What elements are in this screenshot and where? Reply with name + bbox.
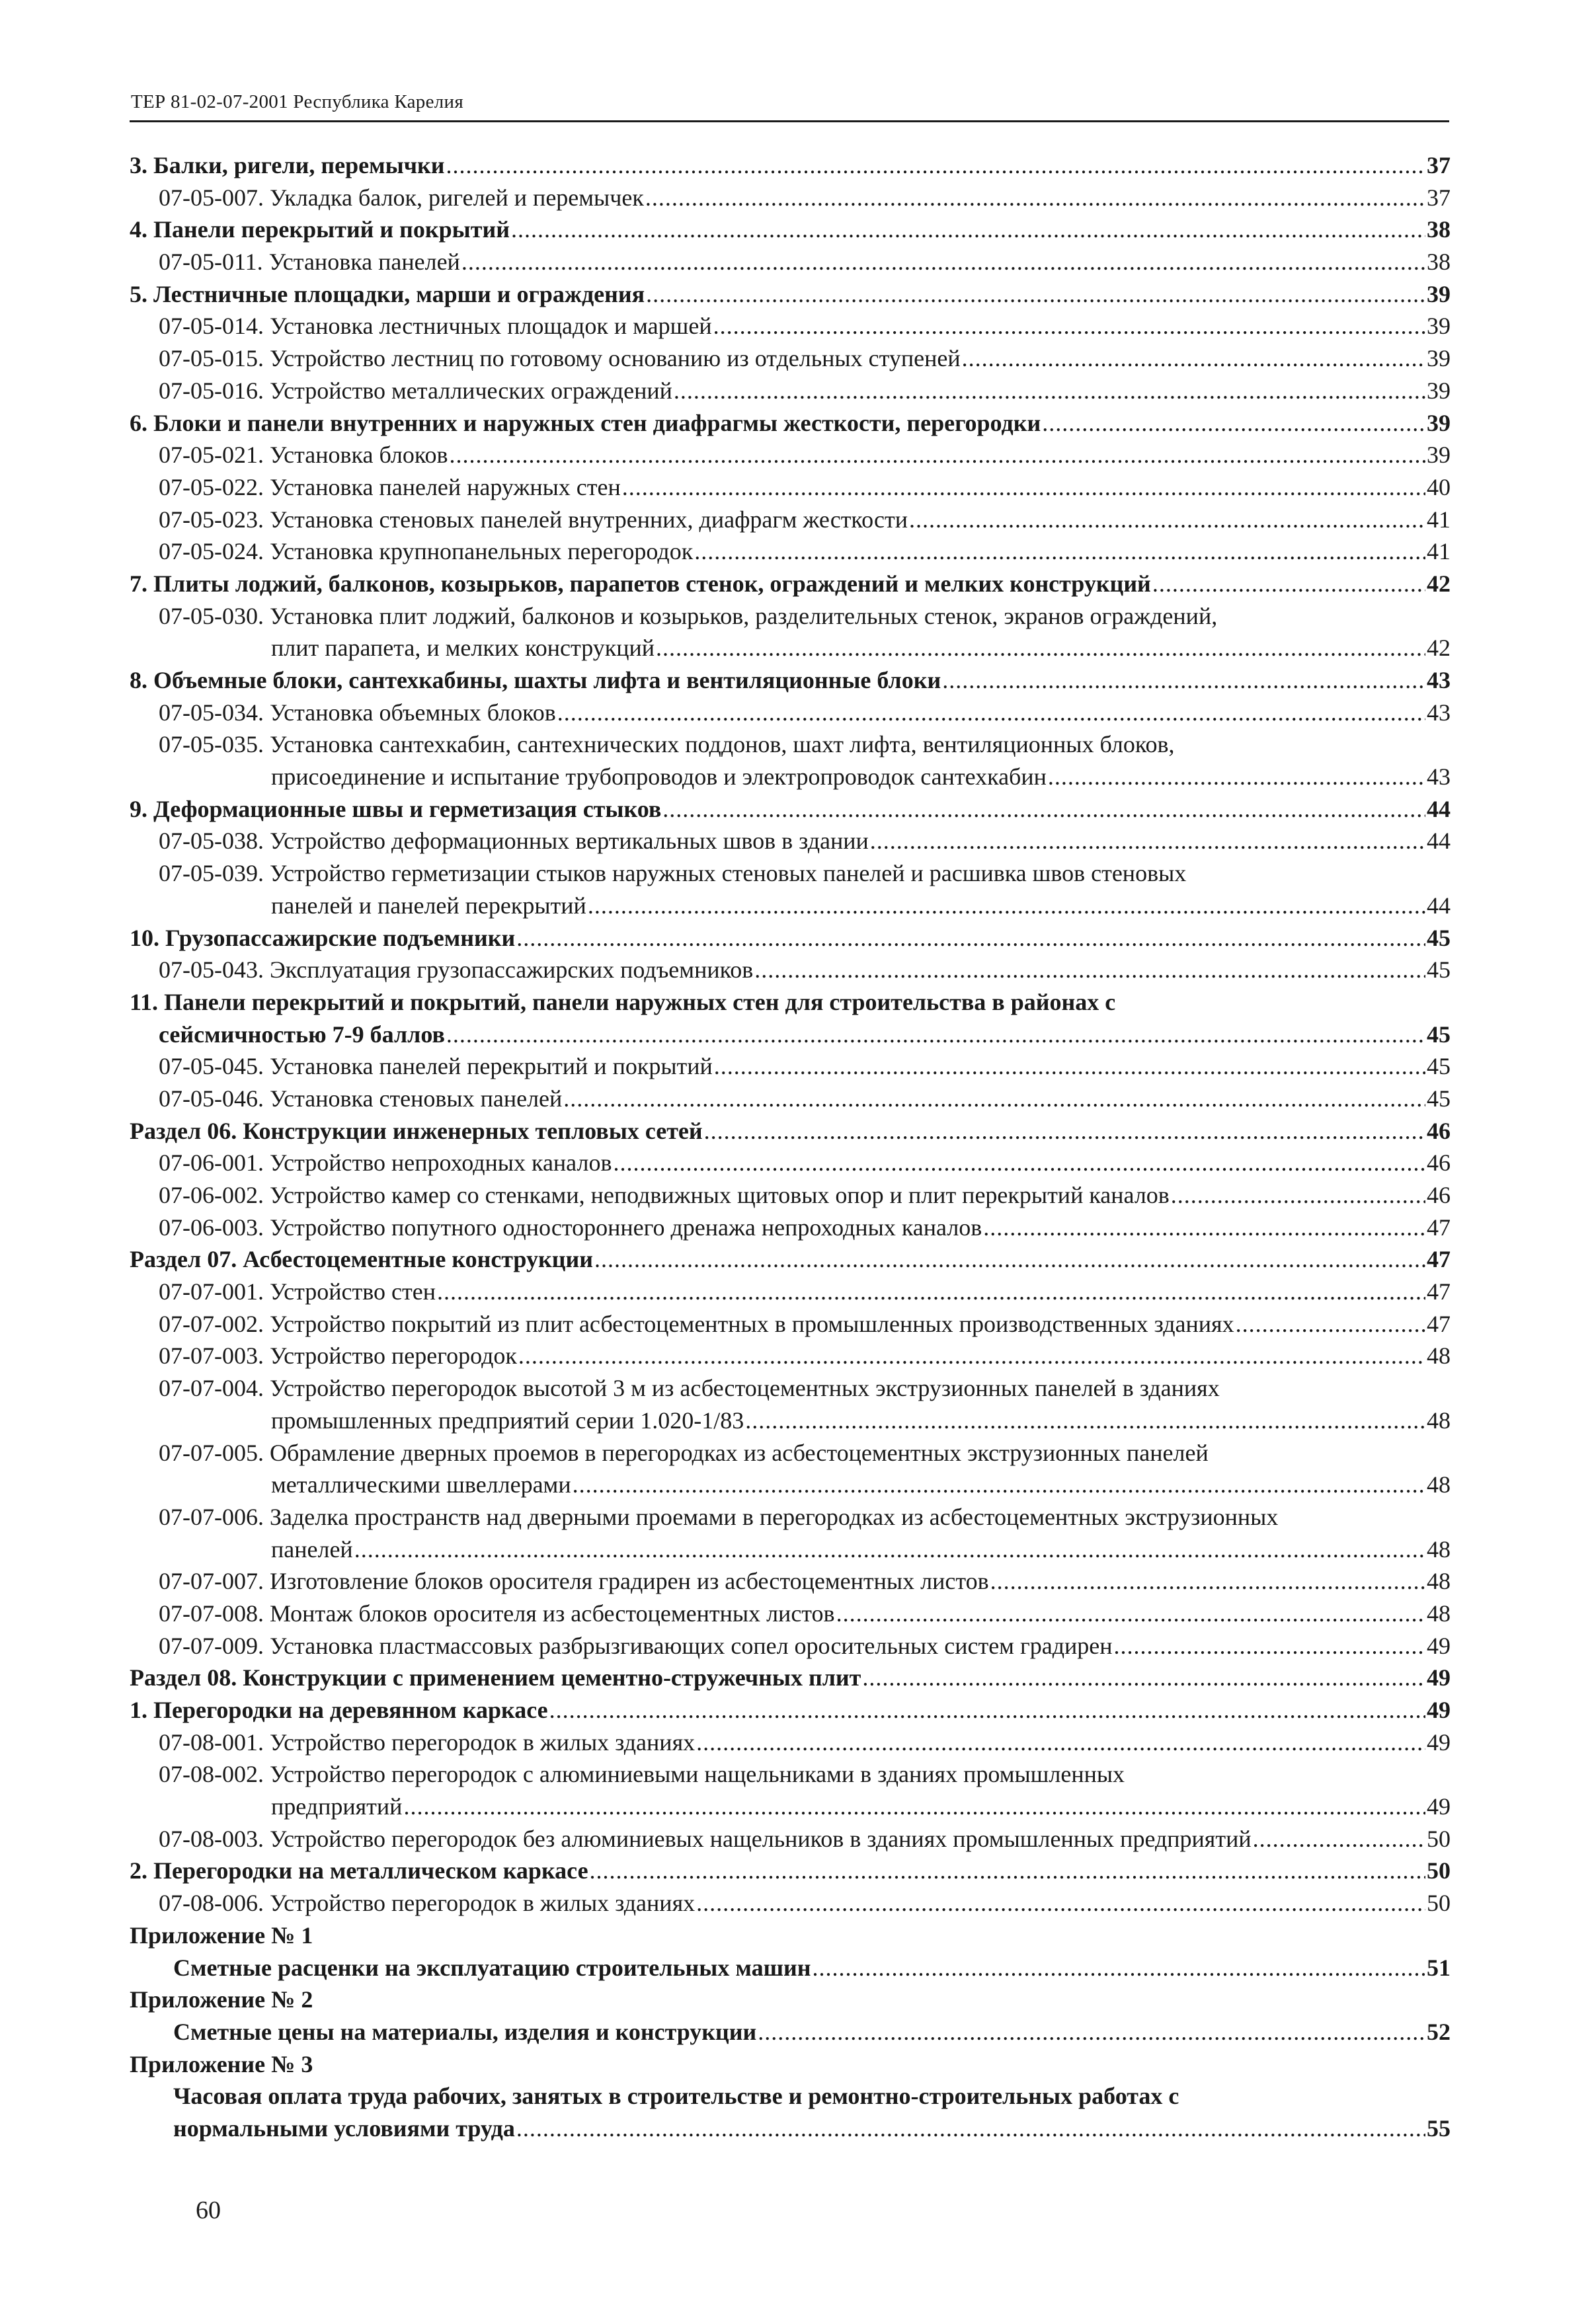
toc-entry-page: 47 — [1427, 1214, 1451, 1241]
toc-dot-leader — [813, 1952, 1426, 1984]
toc-entry — [130, 1019, 1451, 1051]
toc-entry-title: 7. Плиты лоджий, балконов, козырьков, парапетов стенок, ограждений и мелких конструкций — [130, 570, 1151, 597]
toc-dot-leader — [836, 1598, 1425, 1630]
toc-entry — [130, 954, 1451, 986]
toc-entry — [130, 1758, 1451, 1791]
toc-entry-title: 07-08-003. Устройство перегородок без алюминиевых нащельников в зданиях промышленных предприятий — [159, 1825, 1252, 1852]
toc-entry-page: 41 — [1427, 506, 1451, 533]
toc-entry-page: 43 — [1427, 667, 1451, 693]
toc-entry-title: 07-05-039. Устройство герметизации стыков наружных стеновых панелей и расшивка швов стеновых — [159, 860, 1187, 887]
toc-entry-page: 39 — [1427, 345, 1451, 372]
toc-entry-title: Сметные расценки на эксплуатацию строительных машин — [173, 1954, 811, 1981]
toc-dot-leader — [594, 1243, 1425, 1276]
toc-dot-leader — [758, 2016, 1425, 2048]
running-header: ТЕР 81-02-07-2001 Республика Карелия — [131, 91, 464, 112]
toc-entry-page: 37 — [1427, 184, 1451, 211]
toc-entry-title: Сметные цены на материалы, изделия и конструкции — [173, 2018, 757, 2045]
toc-entry — [130, 213, 1451, 246]
toc-entry-title: 5. Лестничные площадки, марши и ограждения — [130, 280, 645, 307]
toc-entry-page: 42 — [1427, 570, 1451, 597]
toc-dot-leader — [696, 1887, 1425, 1919]
toc-entry — [130, 1405, 1451, 1437]
toc-entry — [130, 504, 1451, 536]
toc-entry-page: 48 — [1427, 1600, 1451, 1627]
toc-dot-leader — [714, 1050, 1425, 1083]
toc-entry — [130, 1726, 1451, 1759]
toc-entry-page: 43 — [1427, 763, 1451, 791]
toc-entry — [130, 246, 1451, 278]
toc-entry-title: 07-05-045. Установка панелей перекрытий и покрытий — [159, 1053, 713, 1080]
toc-entry — [130, 1115, 1451, 1147]
toc-dot-leader — [437, 1276, 1425, 1308]
toc-entry-page: 39 — [1427, 313, 1451, 340]
toc-entry-title: 07-07-004. Устройство перегородок высотой 3 м из асбестоцементных экструзионных панелей в зданиях — [159, 1375, 1220, 1402]
toc-entry — [130, 1823, 1451, 1855]
toc-entry-page: 44 — [1427, 828, 1451, 855]
toc-entry-title: Приложение № 1 — [130, 1921, 313, 1949]
toc-entry — [130, 1984, 1451, 2016]
toc-entry — [130, 890, 1451, 922]
toc-entry-page: 45 — [1427, 924, 1451, 951]
toc-entry — [130, 278, 1451, 311]
toc-entry-title: 07-07-005. Обрамление дверных проемов в перегородках из асбестоцементных экструзионных панелей — [159, 1439, 1209, 1466]
toc-entry — [130, 439, 1451, 471]
toc-dot-leader — [1253, 1823, 1425, 1855]
toc-entry-title: 07-05-014. Установка лестничных площадок и маршей — [159, 313, 712, 340]
toc-entry-page: 47 — [1427, 1310, 1451, 1337]
toc-entry — [130, 568, 1451, 600]
toc-entry — [130, 761, 1451, 793]
toc-entry — [130, 471, 1451, 504]
toc-entry-page: 37 — [1427, 152, 1451, 178]
toc-dot-leader — [656, 632, 1425, 664]
toc-entry-page: 42 — [1427, 635, 1451, 662]
page-number: 60 — [196, 2196, 221, 2224]
toc-dot-leader — [403, 1791, 1425, 1823]
toc-entry-page: 49 — [1427, 1697, 1451, 1723]
toc-dot-leader — [613, 1147, 1425, 1179]
toc-entry-title: 3. Балки, ригели, перемычки — [130, 152, 445, 178]
toc-entry — [130, 2112, 1451, 2145]
toc-entry-title: 07-06-003. Устройство попутного одностороннего дренажа непроходных каналов — [159, 1214, 982, 1241]
toc-entry — [130, 1469, 1451, 1501]
toc-entry-title: Приложение № 3 — [130, 2050, 313, 2077]
toc-entry — [130, 922, 1451, 954]
toc-entry-page: 50 — [1427, 1857, 1451, 1884]
toc-dot-leader — [1042, 407, 1425, 440]
toc-entry-page: 51 — [1427, 1954, 1451, 1981]
toc-entry-title: 07-05-015. Устройство лестниц по готовому основанию из отдельных ступеней — [159, 345, 961, 372]
toc-dot-leader — [662, 793, 1425, 826]
toc-entry — [130, 1308, 1451, 1340]
toc-dot-leader — [962, 342, 1425, 375]
toc-entry-title: 4. Панели перекрытий и покрытий — [130, 216, 510, 243]
toc-entry — [130, 1050, 1451, 1083]
toc-entry-page: 49 — [1427, 1632, 1451, 1659]
toc-entry-page: 48 — [1427, 1568, 1451, 1595]
toc-entry-title: Раздел 07. Асбестоцементные конструкции — [130, 1246, 593, 1273]
toc-entry — [130, 857, 1451, 890]
toc-dot-leader — [745, 1405, 1425, 1437]
toc-dot-leader — [622, 471, 1425, 504]
toc-dot-leader — [1114, 1630, 1425, 1662]
toc-entry-page: 49 — [1427, 1793, 1451, 1820]
toc-entry-page: 45 — [1427, 1085, 1451, 1112]
toc-entry-title: 10. Грузопассажирские подъемники — [130, 924, 516, 951]
toc-entry-page: 38 — [1427, 216, 1451, 243]
toc-entry — [130, 1565, 1451, 1598]
toc-entry — [130, 1887, 1451, 1919]
toc-entry — [130, 1630, 1451, 1662]
toc-entry-page: 40 — [1427, 473, 1451, 500]
toc-entry-page: 46 — [1427, 1149, 1451, 1177]
toc-entry-page: 48 — [1427, 1342, 1451, 1370]
toc-entry — [130, 375, 1451, 407]
toc-entry — [130, 1855, 1451, 1887]
toc-entry — [130, 1179, 1451, 1212]
toc-dot-leader — [990, 1565, 1425, 1598]
toc-entry — [130, 2080, 1451, 2112]
toc-entry — [130, 1147, 1451, 1179]
toc-entry-title: 07-05-023. Установка стеновых панелей внутренних, диафрагм жесткости — [159, 506, 908, 533]
toc-entry-page: 50 — [1427, 1890, 1451, 1917]
toc-entry — [130, 697, 1451, 729]
toc-entry-title: панелей — [271, 1535, 353, 1563]
toc-entry-title: Раздел 06. Конструкции инженерных тепловых сетей — [130, 1117, 703, 1144]
toc-entry-page: 39 — [1427, 409, 1451, 436]
toc-dot-leader — [446, 1019, 1425, 1051]
toc-entry-page: 48 — [1427, 1535, 1451, 1563]
toc-entry-title: 07-07-009. Установка пластмассовых разбрызгивающих сопел оросительных систем градирен — [159, 1632, 1113, 1659]
toc-entry-title: нормальными условиями труда — [173, 2114, 515, 2142]
toc-dot-leader — [862, 1662, 1425, 1694]
toc-dot-leader — [713, 310, 1425, 342]
toc-entry-page: 38 — [1427, 249, 1451, 276]
toc-entry-title: Раздел 08. Конструкции с применением цементно-стружечных плит — [130, 1664, 861, 1691]
toc-dot-leader — [870, 825, 1425, 857]
toc-entry — [130, 310, 1451, 342]
toc-entry — [130, 149, 1451, 182]
toc-entry-page: 43 — [1427, 699, 1451, 726]
toc-entry — [130, 1276, 1451, 1308]
toc-entry-page: 44 — [1427, 892, 1451, 919]
toc-entry-page: 50 — [1427, 1825, 1451, 1852]
toc-entry-title: 07-05-035. Установка сантехкабин, сантехнических поддонов, шахт лифта, вентиляционных блоков, — [159, 731, 1175, 758]
toc-entry-title: металлическими швеллерами — [271, 1471, 571, 1498]
toc-entry-title: предприятий — [271, 1793, 403, 1820]
toc-entry-page: 55 — [1427, 2114, 1451, 2142]
toc-entry-title: 07-07-006. Заделка пространств над дверными проемами в перегородках из асбестоцементных экструзионных — [159, 1503, 1279, 1530]
toc-entry-title: 07-05-043. Эксплуатация грузопассажирских подъемников — [159, 956, 754, 984]
toc-entry-page: 48 — [1427, 1471, 1451, 1498]
toc-entry-title: 07-06-002. Устройство камер со стенками, неподвижных щитовых опор и плит перекрытий каналов — [159, 1182, 1170, 1208]
toc-entry — [130, 986, 1451, 1019]
toc-entry-title: промышленных предприятий серии 1.020-1/83 — [271, 1407, 744, 1434]
toc-entry-title: 07-05-034. Установка объемных блоков — [159, 699, 556, 726]
toc-dot-leader — [1048, 761, 1425, 793]
table-of-contents — [130, 149, 1451, 2145]
toc-entry — [130, 632, 1451, 664]
toc-entry-page: 45 — [1427, 1021, 1451, 1048]
toc-dot-leader — [694, 535, 1425, 568]
toc-dot-leader — [557, 697, 1425, 729]
toc-entry-title: 07-07-002. Устройство покрытий из плит асбестоцементных в промышленных производственных зданиях — [159, 1310, 1234, 1337]
toc-entry — [130, 1919, 1451, 1952]
toc-entry-title: 07-07-003. Устройство перегородок — [159, 1342, 517, 1370]
toc-entry-page: 44 — [1427, 795, 1451, 822]
toc-entry — [130, 600, 1451, 633]
toc-entry-page: 49 — [1427, 1728, 1451, 1756]
toc-dot-leader — [573, 1469, 1425, 1501]
toc-dot-leader — [704, 1115, 1425, 1147]
toc-entry-title: Часовая оплата труда рабочих, занятых в строительстве и ремонтно-строительных работах с — [173, 2083, 1179, 2110]
toc-dot-leader — [563, 1083, 1425, 1115]
toc-entry — [130, 1212, 1451, 1244]
toc-dot-leader — [549, 1694, 1425, 1726]
toc-entry — [130, 182, 1451, 214]
toc-entry-title: сейсмичностью 7-9 баллов — [159, 1021, 445, 1048]
toc-dot-leader — [909, 504, 1425, 536]
toc-entry — [130, 1340, 1451, 1372]
toc-dot-leader — [983, 1212, 1425, 1244]
toc-entry-title: 07-05-038. Устройство деформационных вертикальных швов в здании — [159, 828, 869, 855]
toc-entry — [130, 1533, 1451, 1566]
toc-entry-page: 47 — [1427, 1246, 1451, 1273]
toc-entry — [130, 2016, 1451, 2048]
toc-entry-title: 07-05-024. Установка крупнопанельных перегородок — [159, 538, 694, 565]
toc-entry — [130, 535, 1451, 568]
toc-entry — [130, 664, 1451, 697]
toc-entry-page: 52 — [1427, 2018, 1451, 2045]
toc-entry-page: 39 — [1427, 377, 1451, 404]
toc-dot-leader — [354, 1533, 1425, 1566]
toc-entry — [130, 728, 1451, 761]
toc-entry-page: 46 — [1427, 1117, 1451, 1144]
toc-entry — [130, 1437, 1451, 1469]
toc-entry — [130, 1372, 1451, 1405]
toc-entry-title: 07-05-016. Устройство металлических ограждений — [159, 377, 672, 404]
toc-dot-leader — [588, 890, 1425, 922]
toc-entry — [130, 1501, 1451, 1533]
toc-entry — [130, 1662, 1451, 1694]
toc-entry-title: 07-08-001. Устройство перегородок в жилых зданиях — [159, 1728, 696, 1756]
toc-entry-title: 9. Деформационные швы и герметизация стыков — [130, 795, 662, 822]
toc-entry-page: 45 — [1427, 956, 1451, 984]
toc-dot-leader — [446, 149, 1426, 182]
header-rule — [130, 120, 1449, 122]
toc-entry-page: 45 — [1427, 1053, 1451, 1080]
toc-dot-leader — [1171, 1179, 1425, 1212]
toc-entry-page: 47 — [1427, 1278, 1451, 1305]
toc-entry-title: 07-05-046. Установка стеновых панелей — [159, 1085, 563, 1112]
toc-dot-leader — [516, 2112, 1425, 2145]
toc-entry — [130, 342, 1451, 375]
toc-dot-leader — [450, 439, 1425, 471]
toc-entry-title: 2. Перегородки на металлическом каркасе — [130, 1857, 588, 1884]
toc-entry — [130, 825, 1451, 857]
toc-entry-title: присоединение и испытание трубопроводов и электропроводок сантехкабин — [271, 763, 1047, 791]
toc-entry-page: 39 — [1427, 280, 1451, 307]
toc-dot-leader — [1236, 1308, 1425, 1340]
toc-dot-leader — [646, 278, 1425, 311]
toc-entry-title: 8. Объемные блоки, сантехкабины, шахты лифта и вентиляционные блоки — [130, 667, 941, 693]
toc-dot-leader — [516, 922, 1425, 954]
toc-entry — [130, 2048, 1451, 2081]
toc-entry — [130, 407, 1451, 440]
toc-entry-title: 11. Панели перекрытий и покрытий, панели наружных стен для строительства в районах с — [130, 988, 1116, 1015]
toc-dot-leader — [461, 246, 1425, 278]
toc-entry-page: 46 — [1427, 1182, 1451, 1208]
toc-dot-leader — [511, 213, 1425, 246]
toc-dot-leader — [645, 182, 1425, 214]
toc-entry — [130, 1952, 1451, 1984]
toc-dot-leader — [1152, 568, 1425, 600]
toc-entry-title: панелей и панелей перекрытий — [271, 892, 586, 919]
toc-entry-title: 07-08-006. Устройство перегородок в жилых зданиях — [159, 1890, 696, 1917]
toc-entry-title: 07-05-011. Установка панелей — [159, 249, 460, 276]
toc-entry-title: 07-05-007. Укладка балок, ригелей и перемычек — [159, 184, 644, 211]
toc-entry — [130, 1083, 1451, 1115]
toc-entry — [130, 793, 1451, 826]
toc-dot-leader — [518, 1340, 1425, 1372]
toc-entry-title: 07-06-001. Устройство непроходных каналов — [159, 1149, 612, 1177]
toc-entry — [130, 1243, 1451, 1276]
toc-entry-title: 07-07-007. Изготовление блоков оросителя градирен из асбестоцементных листов — [159, 1568, 989, 1595]
toc-entry-page: 49 — [1427, 1664, 1451, 1691]
toc-dot-leader — [696, 1726, 1425, 1759]
toc-entry-page: 48 — [1427, 1407, 1451, 1434]
toc-entry-title: 07-05-030. Установка плит лоджий, балконов и козырьков, разделительных стенок, экранов ограждений, — [159, 602, 1218, 629]
toc-entry-title: плит парапета, и мелких конструкций — [271, 635, 655, 662]
toc-entry-page: 39 — [1427, 442, 1451, 469]
toc-dot-leader — [674, 375, 1425, 407]
toc-entry-title: 6. Блоки и панели внутренних и наружных стен диафрагмы жесткости, перегородки — [130, 409, 1041, 436]
toc-entry — [130, 1791, 1451, 1823]
toc-dot-leader — [942, 664, 1425, 697]
toc-entry — [130, 1694, 1451, 1726]
toc-entry — [130, 1598, 1451, 1630]
toc-entry-title: 1. Перегородки на деревянном каркасе — [130, 1697, 548, 1723]
toc-dot-leader — [754, 954, 1425, 986]
toc-entry-title: 07-07-008. Монтаж блоков оросителя из асбестоцементных листов — [159, 1600, 835, 1627]
toc-entry-title: 07-07-001. Устройство стен — [159, 1278, 436, 1305]
toc-entry-title: 07-05-022. Установка панелей наружных стен — [159, 473, 621, 500]
toc-dot-leader — [590, 1855, 1425, 1887]
toc-entry-title: Приложение № 2 — [130, 1986, 313, 2013]
toc-entry-title: 07-05-021. Установка блоков — [159, 442, 448, 469]
toc-entry-page: 41 — [1427, 538, 1451, 565]
toc-entry-title: 07-08-002. Устройство перегородок с алюминиевыми нащельниками в зданиях промышленных — [159, 1761, 1125, 1788]
